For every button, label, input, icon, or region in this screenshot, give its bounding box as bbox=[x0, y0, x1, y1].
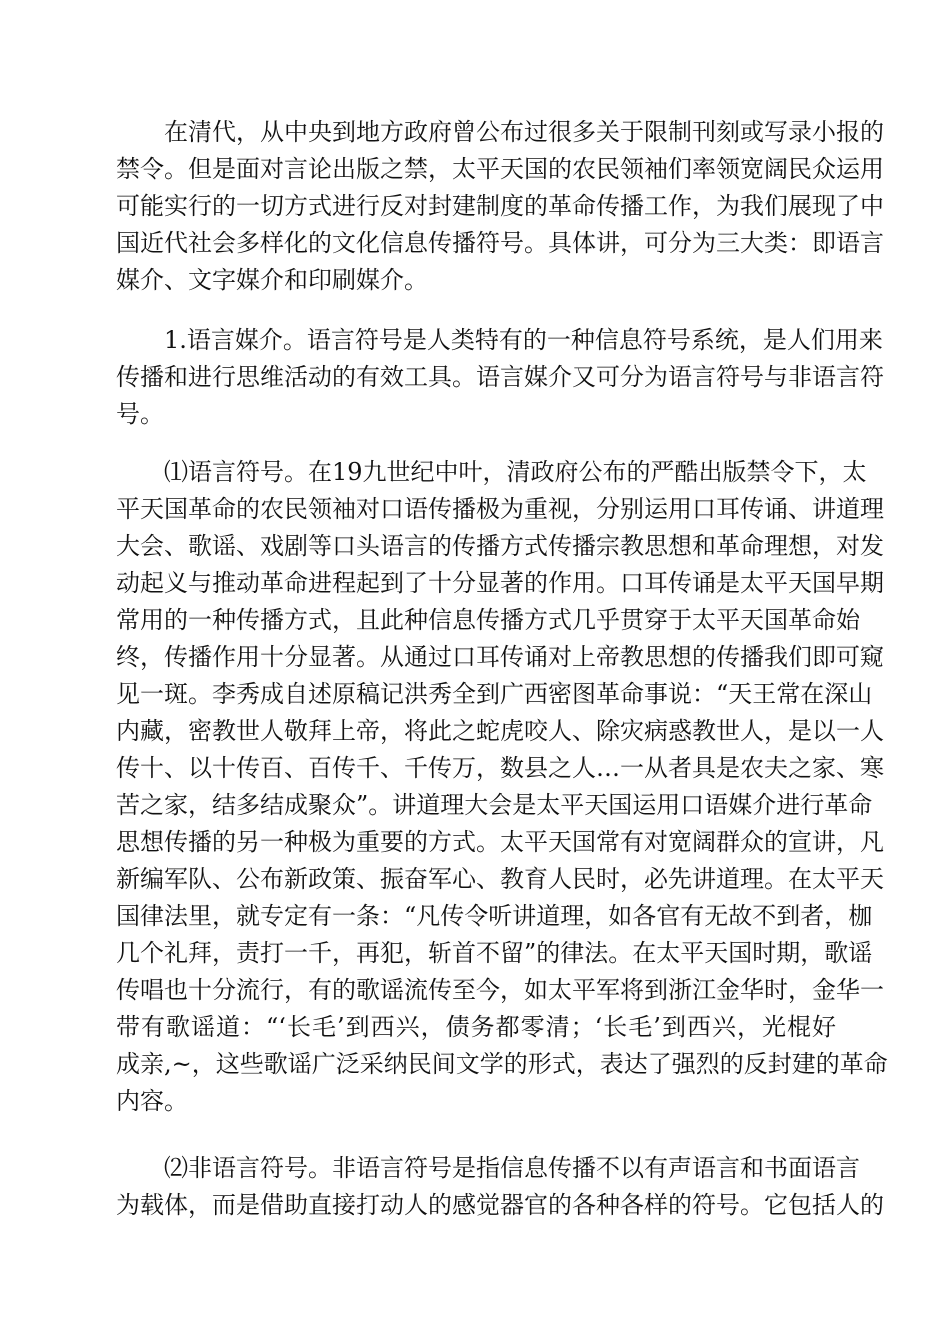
paragraph-line: 国律法里，就专定有一条：“凡传令听讲道理，如各官有无故不到者，枷 bbox=[116, 902, 873, 930]
paragraph-line: 平天国革命的农民领袖对口语传播极为重视，分别运用口耳传诵、讲道理 bbox=[116, 495, 884, 523]
paragraph-line: 禁令。但是面对言论出版之禁，太平天国的农民领袖们率领宽阔民众运用 bbox=[116, 155, 884, 183]
paragraph-line: 在清代，从中央到地方政府曾公布过很多关于限制刊刻或写录小报的 bbox=[164, 118, 884, 146]
paragraph-line: 传播和进行思维活动的有效工具。语言媒介又可分为语言符号与非语言符 bbox=[116, 363, 884, 391]
paragraph-qing-dynasty-bans bbox=[116, 114, 884, 299]
paragraph-line: 思想传播的另一种极为重要的方式。太平天国常有对宽阔群众的宣讲，凡 bbox=[116, 828, 884, 856]
paragraph-line: 苦之家，结多结成聚众”。讲道理大会是太平天国运用口语媒介进行革命 bbox=[116, 791, 873, 819]
paragraph-line: 1.语言媒介。语言符号是人类特有的一种信息符号系统，是人们用来 bbox=[164, 326, 883, 354]
paragraph-line: 传十、以十传百、百传千、千传万，数县之人…一从者具是农夫之家、寒 bbox=[116, 754, 884, 782]
paragraph-nonverbal-symbols bbox=[116, 1150, 884, 1224]
paragraph-line: 成亲,~，这些歌谣广泛采纳民间文学的形式，表达了强烈的反封建的革命 bbox=[116, 1050, 888, 1078]
paragraph-line: 新编军队、公布新政策、振奋军心、教育人民时，必先讲道理。在太平天 bbox=[116, 865, 884, 893]
paragraph-line: 动起义与推动革命进程起到了十分显著的作用。口耳传诵是太平天国早期 bbox=[116, 569, 884, 597]
paragraph-line: 号。 bbox=[116, 400, 164, 428]
paragraph-line: 大会、歌谣、戏剧等口头语言的传播方式传播宗教思想和革命理想，对发 bbox=[116, 532, 884, 560]
paragraph-line: 可能实行的一切方式进行反对封建制度的革命传播工作，为我们展现了中 bbox=[116, 192, 884, 220]
paragraph-line: 内藏，密教世人敬拜上帝，将此之蛇虎咬人、除灾病惑教世人，是以一人 bbox=[116, 717, 884, 745]
paragraph-line: ⑵非语言符号。非语言符号是指信息传播不以有声语言和书面语言 bbox=[164, 1154, 860, 1182]
paragraph-line: 内容。 bbox=[116, 1087, 188, 1115]
paragraph-language-media bbox=[116, 322, 884, 433]
paragraph-line: 为载体，而是借助直接打动人的感觉器官的各种各样的符号。它包括人的 bbox=[116, 1191, 884, 1219]
paragraph-line: 终，传播作用十分显著。从通过口耳传诵对上帝教思想的传播我们即可窥 bbox=[116, 643, 884, 671]
paragraph-line: 传唱也十分流行，有的歌谣流传至今，如太平军将到浙江金华时，金华一 bbox=[116, 976, 884, 1004]
paragraph-line: 媒介、文字媒介和印刷媒介。 bbox=[116, 266, 428, 294]
paragraph-line: 常用的一种传播方式，且此种信息传播方式几乎贯穿于太平天国革命始 bbox=[116, 606, 860, 634]
paragraph-verbal-symbols bbox=[116, 454, 888, 1120]
paragraph-line: 几个礼拜，责打一千，再犯，斩首不留”的律法。在太平天国时期，歌谣 bbox=[116, 939, 873, 967]
paragraph-line: 带有歌谣道：“‘长毛’到西兴，债务都零清；‘长毛’到西兴，光棍好 bbox=[116, 1013, 836, 1041]
paragraph-line: ⑴语言符号。在19九世纪中叶，清政府公布的严酷出版禁令下，太 bbox=[164, 458, 867, 486]
paragraph-line: 见一斑。李秀成自述原稿记洪秀全到广西密图革命事说：“天王常在深山 bbox=[116, 680, 873, 708]
paragraph-line: 国近代社会多样化的文化信息传播符号。具体讲，可分为三大类：即语言 bbox=[116, 229, 884, 257]
